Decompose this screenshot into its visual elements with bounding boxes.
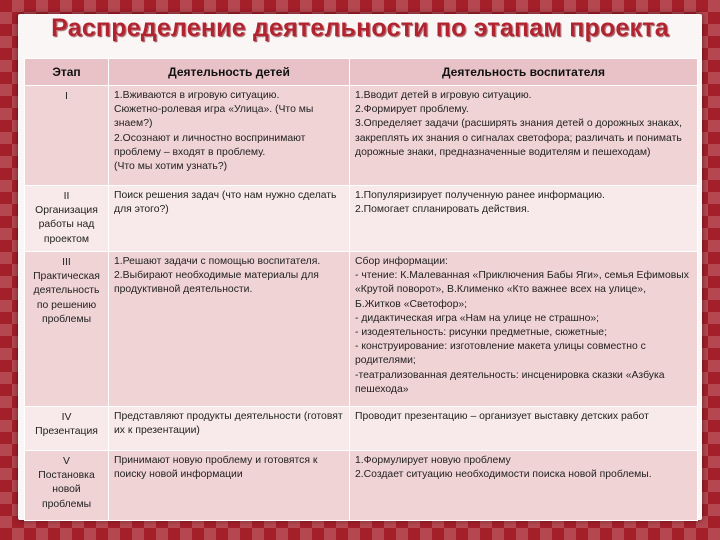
project-stages-table bbox=[24, 58, 698, 521]
stage-cell-line: Презентация bbox=[35, 426, 98, 438]
teacher-activity-cell bbox=[350, 86, 698, 186]
stage-cell-line: III bbox=[62, 257, 71, 268]
teacher-activity-cell-line: 2.Формирует проблему. bbox=[355, 104, 469, 116]
teacher-activity-cell bbox=[350, 407, 698, 451]
teacher-activity-cell-line: 3.Определяет задачи (расширять знания детей о дорожных знаках, закреплять их знания о сигналах светофора; различать и понимать дорожные знаки, предназначенные водителям и пешеходам) bbox=[355, 118, 682, 158]
header-teacher-activity: Деятельность воспитателя bbox=[350, 59, 698, 86]
children-activity-cell-line: 2.Выбирают необходимые материалы для продуктивной деятельности. bbox=[114, 270, 319, 296]
teacher-activity-cell bbox=[350, 451, 698, 521]
children-activity-cell-line: 1.Решают задачи с помощью воспитателя. bbox=[114, 256, 321, 267]
stage-cell bbox=[25, 252, 109, 407]
teacher-activity-cell bbox=[350, 252, 698, 407]
teacher-activity-cell-line: -театрализованная деятельность: инсценировка сказки «Азбука пешехода» bbox=[355, 369, 665, 395]
teacher-activity-cell-line: 1.Популяризирует полученную ранее информацию. bbox=[355, 190, 605, 201]
teacher-activity-cell-line: 2.Создает ситуацию необходимости поиска новой проблемы. bbox=[355, 469, 652, 481]
teacher-activity-cell-line: 2.Помогает спланировать действия. bbox=[355, 204, 530, 216]
children-activity-cell-line: Поиск решения задач (что нам нужно сделать для этого?) bbox=[114, 190, 337, 216]
teacher-activity-cell bbox=[350, 186, 698, 252]
children-activity-cell bbox=[109, 252, 350, 407]
children-activity-cell bbox=[109, 407, 350, 451]
teacher-activity-cell-line: - дидактическая игра «Нам на улице не страшно»; bbox=[355, 312, 600, 324]
stage-cell bbox=[25, 451, 109, 521]
header-children-activity: Деятельность детей bbox=[109, 59, 350, 86]
stage-cell-line: V bbox=[63, 456, 70, 467]
stage-cell-line: IV bbox=[61, 412, 72, 423]
stage-cell bbox=[25, 407, 109, 451]
teacher-activity-cell-line: - изодеятельность: рисунки предметные, сюжетные; bbox=[355, 327, 607, 339]
children-activity-cell-line: Принимают новую проблему и готовятся к поиску новой информации bbox=[114, 455, 318, 481]
table-row bbox=[25, 252, 698, 407]
stage-cell bbox=[25, 186, 109, 252]
table-row bbox=[25, 407, 698, 451]
children-activity-cell bbox=[109, 86, 350, 186]
children-activity-cell-line: (Что мы хотим узнать?) bbox=[114, 161, 228, 173]
teacher-activity-cell-line: Проводит презентацию – организует выставку детских работ bbox=[355, 411, 649, 422]
stage-cell-line: Постановка новой проблемы bbox=[38, 470, 95, 510]
stage-cell-line: Практическая деятельность по решению проблемы bbox=[33, 271, 100, 325]
stage-cell-line: II bbox=[63, 191, 70, 202]
slide-title: Распределение деятельности по этапам проекта bbox=[51, 14, 669, 42]
children-activity-cell-line: 2.Осознают и личностно воспринимают проблему – входят в проблему. bbox=[114, 132, 306, 158]
stage-cell-line: I bbox=[65, 91, 68, 102]
teacher-activity-cell-line: - конструирование: изготовление макета улицы совместно с родителями; bbox=[355, 341, 646, 367]
teacher-activity-cell-line: 1.Формулирует новую проблему bbox=[355, 455, 511, 466]
stage-cell-line: Организация работы над проектом bbox=[35, 205, 98, 245]
header-stage: Этап bbox=[25, 59, 109, 86]
teacher-activity-cell-line: - чтение: К.Малеванная «Приключения Бабы Яги», семья Ефимовых «Крутой поворот», В.Клименко «Кто важнее всех на улице», Б.Житков «Светофор»; bbox=[355, 270, 689, 310]
table-row bbox=[25, 86, 698, 186]
children-activity-cell bbox=[109, 186, 350, 252]
children-activity-cell bbox=[109, 451, 350, 521]
children-activity-cell-line: Представляют продукты деятельности (готовят их к презентации) bbox=[114, 411, 343, 437]
stage-cell bbox=[25, 86, 109, 186]
table-row bbox=[25, 186, 698, 252]
table-row bbox=[25, 451, 698, 521]
teacher-activity-cell-line: 1.Вводит детей в игровую ситуацию. bbox=[355, 90, 532, 101]
children-activity-cell-line: 1.Вживаются в игровую ситуацию. bbox=[114, 90, 280, 101]
children-activity-cell-line: Сюжетно-ролевая игра «Улица». (Что мы знаем?) bbox=[114, 104, 314, 130]
table-header-row bbox=[25, 59, 698, 86]
teacher-activity-cell-line: Сбор информации: bbox=[355, 256, 448, 267]
